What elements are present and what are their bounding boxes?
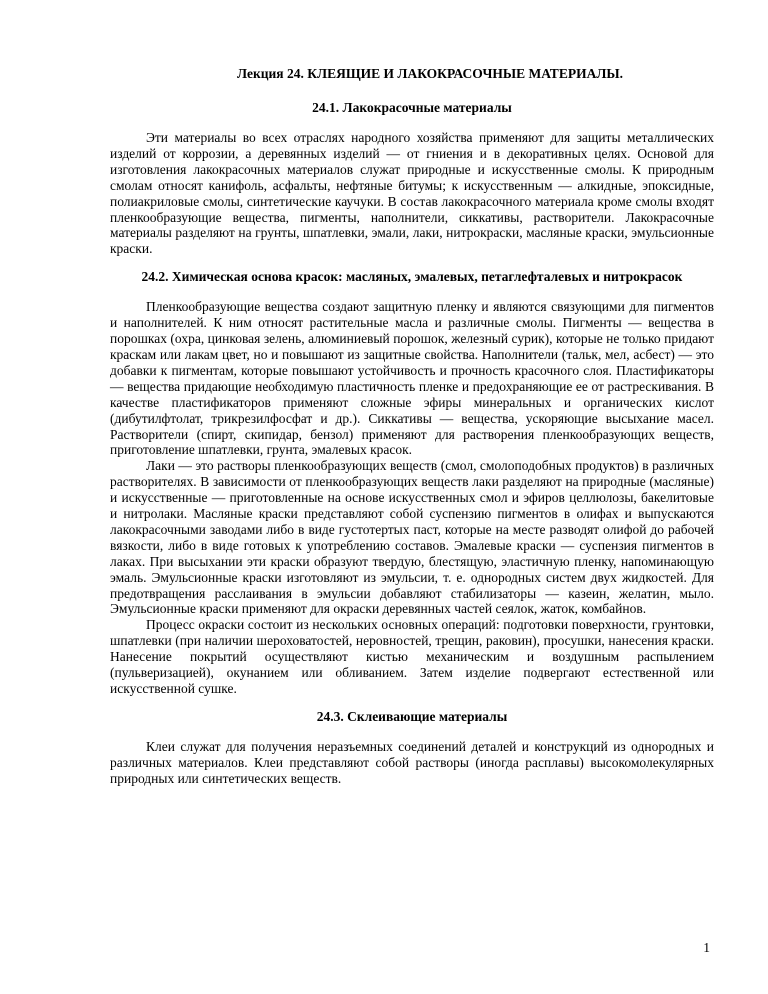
section-24-3: [110, 709, 714, 787]
section-heading: 24.1. Лакокрасочные материалы: [312, 100, 512, 115]
paragraph: Эти материалы во всех отраслях народного хозяйства применяют для защиты металлических изделий от коррозии, а деревянных изделий — от гниения и в декоративных целях. Основой для изготовления лакокрасочных материалов служат природные и искусственные смолы. К природным смолам относят канифоль, асфальты, нефтяные битумы; к искусственным — алкидные, эпоксидные, полиакриловые смолы, синтетические каучуки. В состав лакокрасочного материала кроме смолы входят пленкообразующие вещества, пигменты, наполнители, сиккативы, растворители. Лакокрасочные материалы разделяют на грунты, шпатлевки, эмали, лаки, нитрокраски, масляные краски, эмульсионные краски.: [110, 130, 714, 257]
paragraph: Лаки — это растворы пленкообразующих веществ (смол, смолоподобных продуктов) в различных растворителях. В зависимости от пленкообразующих веществ лаки разделяют на природные (масляные) и искусственные — приготовленные на основе искусственных смол и эфиров целлюлозы, бакелитовые и нитролаки. Масляные краски представляют собой суспензию пигментов в олифах и выпускаются лакокрасочными заводами либо в виде густотертых паст, которые на месте разводят олифой до рабочей вязкости, либо в виде готовых к употреблению составов. Эмалевые краски — суспензия пигментов в лаках. При высыхании эти краски образуют твердую, блестящую, эластичную пленку, напоминающую эмаль. Эмульсионные краски изготовляют из эмульсии, т. е. однородных систем двух жидкостей. Для предотвращения расслаивания в эмульсии добавляют стабилизаторы — казеин, желатин, мыло. Эмульсионные краски применяют для окраски деревянных частей сеялок, жаток, комбайнов.: [110, 458, 714, 617]
lecture-prefix: Лекция 24: [236, 66, 301, 81]
section-heading: 24.2. Химическая основа красок: масляных, эмалевых, петаглефталевых и нитрокрасок: [141, 269, 683, 285]
paragraph: Клеи служат для получения неразъемных соединений деталей и конструкций из однородных и различных материалов. Клеи представляют собой растворы (иногда расплавы) высокомолекулярных природных или синтетических веществ.: [110, 738, 714, 786]
lecture-title-text: . КЛЕЯЩИЕ И ЛАКОКРАСОЧНЫЕ МАТЕРИАЛЫ.: [300, 66, 624, 81]
section-24-1: [110, 100, 714, 257]
document-page: [110, 66, 714, 799]
page-number: 1: [703, 940, 710, 955]
section-24-2: [110, 269, 714, 697]
paragraph: Пленкообразующие вещества создают защитную пленку и являются связующими для пигментов и наполнителей. К ним относят растительные масла и различные смолы. Пигменты — вещества в порошках (охра, цинковая зелень, алюминиевый порошок, железный сурик), которые не только придают краскам или лакам цвет, но и повышают из защитные свойства. Наполнители (тальк, мел, асбест) — это добавки к пигментам, которые повышают устойчивость и прочность красочного слоя. Пластификаторы — вещества придающие необходимую пластичность пленке и предохраняющие ее от растрескивания. В качестве пластификаторов применяют сложные эфиры минеральных и органических кислот (дибутилфтолат, трикрезилфосфат и др.). Сиккативы — вещества, ускоряющие высыхание масел. Растворители (спирт, скипидар, бензол) применяют для растворения пленкообразующих веществ, приготовление шпатлевки, грунта, эмалевых красок.: [110, 299, 714, 458]
paragraph: Процесс окраски состоит из нескольких основных операций: подготовки поверхности, грунтовки, шпатлевки (при наличии шероховатостей, неровностей, трещин, раковин), просушки, нанесения краски. Нанесение покрытий осуществляют кистью механическим и воздушным распылением (пульверизацией), окунанием или обливанием. Затем изделие подвергают естественной или искусственной сушке.: [110, 617, 714, 696]
lecture-title: [110, 66, 714, 82]
section-heading: 24.3. Склеивающие материалы: [316, 708, 508, 724]
